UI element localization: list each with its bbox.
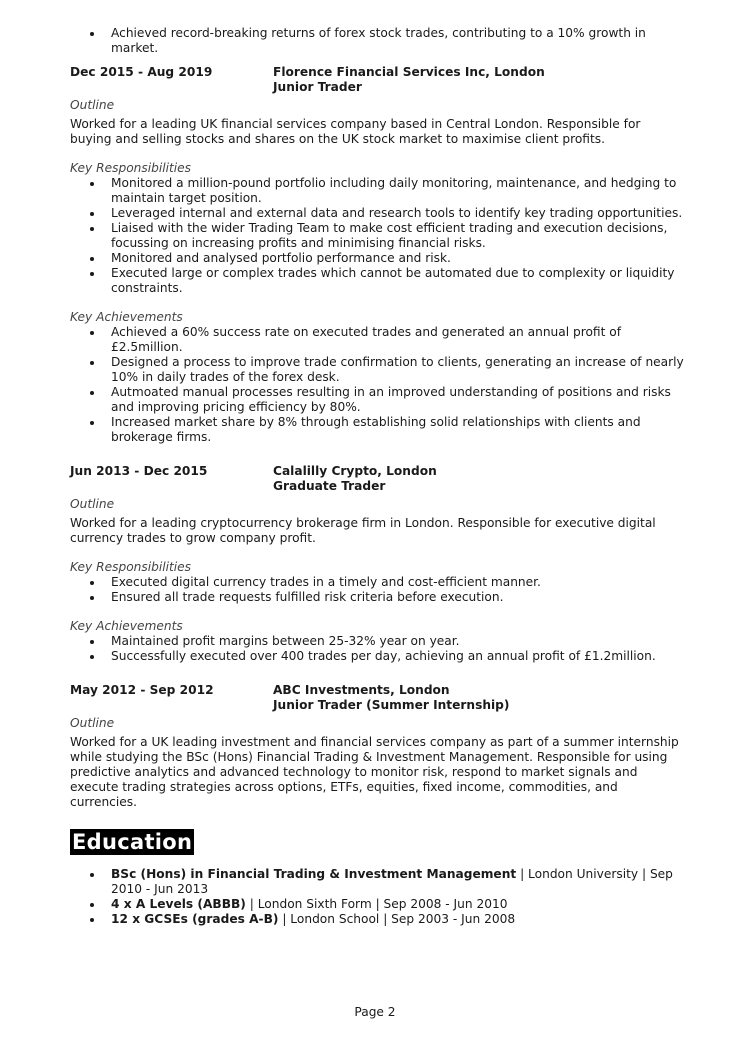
education-heading: Education — [72, 830, 193, 854]
list-item: Executed digital currency trades in a timely and cost-efficient manner. — [70, 575, 684, 590]
responsibilities-heading: Key Responsibilities — [70, 560, 192, 574]
list-item: Achieved record-breaking returns of forex stock trades, contributing to a 10% growth in market. — [70, 26, 684, 56]
education-details: | London University | Sep 2010 - Jun 2013 — [111, 867, 673, 896]
job-company: Florence Financial Services Inc, London — [273, 65, 545, 79]
education-item — [70, 867, 684, 897]
outline-heading: Outline — [70, 716, 115, 730]
list-item: Maintained profit margins between 25-32% year on year. — [70, 634, 684, 649]
resume-page — [70, 26, 684, 927]
responsibilities-list — [70, 575, 684, 605]
job-outline: Worked for a leading cryptocurrency brokerage firm in London. Responsible for executive digital currency trades to grow company profit. — [70, 516, 656, 545]
responsibilities-heading: Key Responsibilities — [70, 161, 192, 175]
job-entry — [70, 65, 684, 445]
job-title-block — [273, 65, 545, 95]
list-item: Achieved a 60% success rate on executed trades and generated an annual profit of £2.5million. — [70, 325, 684, 355]
education-qualification: BSc (Hons) in Financial Trading & Investment Management — [111, 867, 517, 881]
education-details: | London School | Sep 2003 - Jun 2008 — [278, 912, 516, 926]
job-dates: Jun 2013 - Dec 2015 — [70, 464, 208, 478]
education-qualification: 4 x A Levels (ABBB) — [111, 897, 246, 911]
education-item — [70, 897, 684, 912]
list-item: Monitored a million-pound portfolio including daily monitoring, maintenance, and hedging to maintain target position. — [70, 176, 684, 206]
job-header — [70, 683, 684, 713]
achievements-list — [70, 325, 684, 445]
job-header — [70, 464, 684, 494]
job-outline: Worked for a leading UK financial services company based in Central London. Responsible for buying and selling stocks and shares on the UK stock market to maximise client profits. — [70, 117, 641, 146]
list-item: Increased market share by 8% through establishing solid relationships with clients and brokerage firms. — [70, 415, 684, 445]
job-dates: Dec 2015 - Aug 2019 — [70, 65, 213, 79]
job-role: Junior Trader (Summer Internship) — [273, 698, 510, 712]
job-title-block — [273, 464, 437, 494]
achievements-heading: Key Achievements — [70, 619, 183, 633]
job-role: Graduate Trader — [273, 479, 386, 493]
achievements-heading: Key Achievements — [70, 310, 183, 324]
education-item — [70, 912, 684, 927]
list-item: Ensured all trade requests fulfilled risk criteria before execution. — [70, 590, 684, 605]
job-role: Junior Trader — [273, 80, 362, 94]
job-outline: Worked for a UK leading investment and financial services company as part of a summer internship while studying the BSc (Hons) Financial Trading & Investment Management. Responsible for using predictive analytics and advanced technology to monitor risk, respond to market signals and execute trading strategies across options, ETFs, equities, fixed income, commodities, and currencies. — [70, 735, 679, 809]
achievements-list — [70, 634, 684, 664]
education-qualification: 12 x GCSEs (grades A-B) — [111, 912, 279, 926]
list-item: Successfully executed over 400 trades per day, achieving an annual profit of £1.2million. — [70, 649, 684, 664]
job-company: ABC Investments, London — [273, 683, 450, 697]
job-header — [70, 65, 684, 95]
list-item: Autmoated manual processes resulting in an improved understanding of positions and risks and improving pricing efficiency by 80%. — [70, 385, 684, 415]
outline-heading: Outline — [70, 98, 115, 112]
education-details: | London Sixth Form | Sep 2008 - Jun 2010 — [245, 897, 508, 911]
list-item: Executed large or complex trades which cannot be automated due to complexity or liquidity constraints. — [70, 266, 684, 296]
intro-bullet-list — [70, 26, 684, 56]
responsibilities-list — [70, 176, 684, 296]
education-section — [70, 829, 684, 927]
outline-heading: Outline — [70, 497, 115, 511]
job-title-block — [273, 683, 509, 713]
education-list — [70, 867, 684, 927]
job-entry — [70, 464, 684, 664]
list-item: Liaised with the wider Trading Team to make cost efficient trading and execution decisions, focussing on increasing profits and minimising financial risks. — [70, 221, 684, 251]
page-number: Page 2 — [354, 1005, 396, 1019]
list-item: Leveraged internal and external data and research tools to identify key trading opportunities. — [70, 206, 684, 221]
job-dates: May 2012 - Sep 2012 — [70, 683, 214, 697]
job-company: Calalilly Crypto, London — [273, 464, 437, 478]
list-item: Designed a process to improve trade confirmation to clients, generating an increase of nearly 10% in daily trades of the forex desk. — [70, 355, 684, 385]
list-item: Monitored and analysed portfolio performance and risk. — [70, 251, 684, 266]
job-entry — [70, 683, 684, 810]
